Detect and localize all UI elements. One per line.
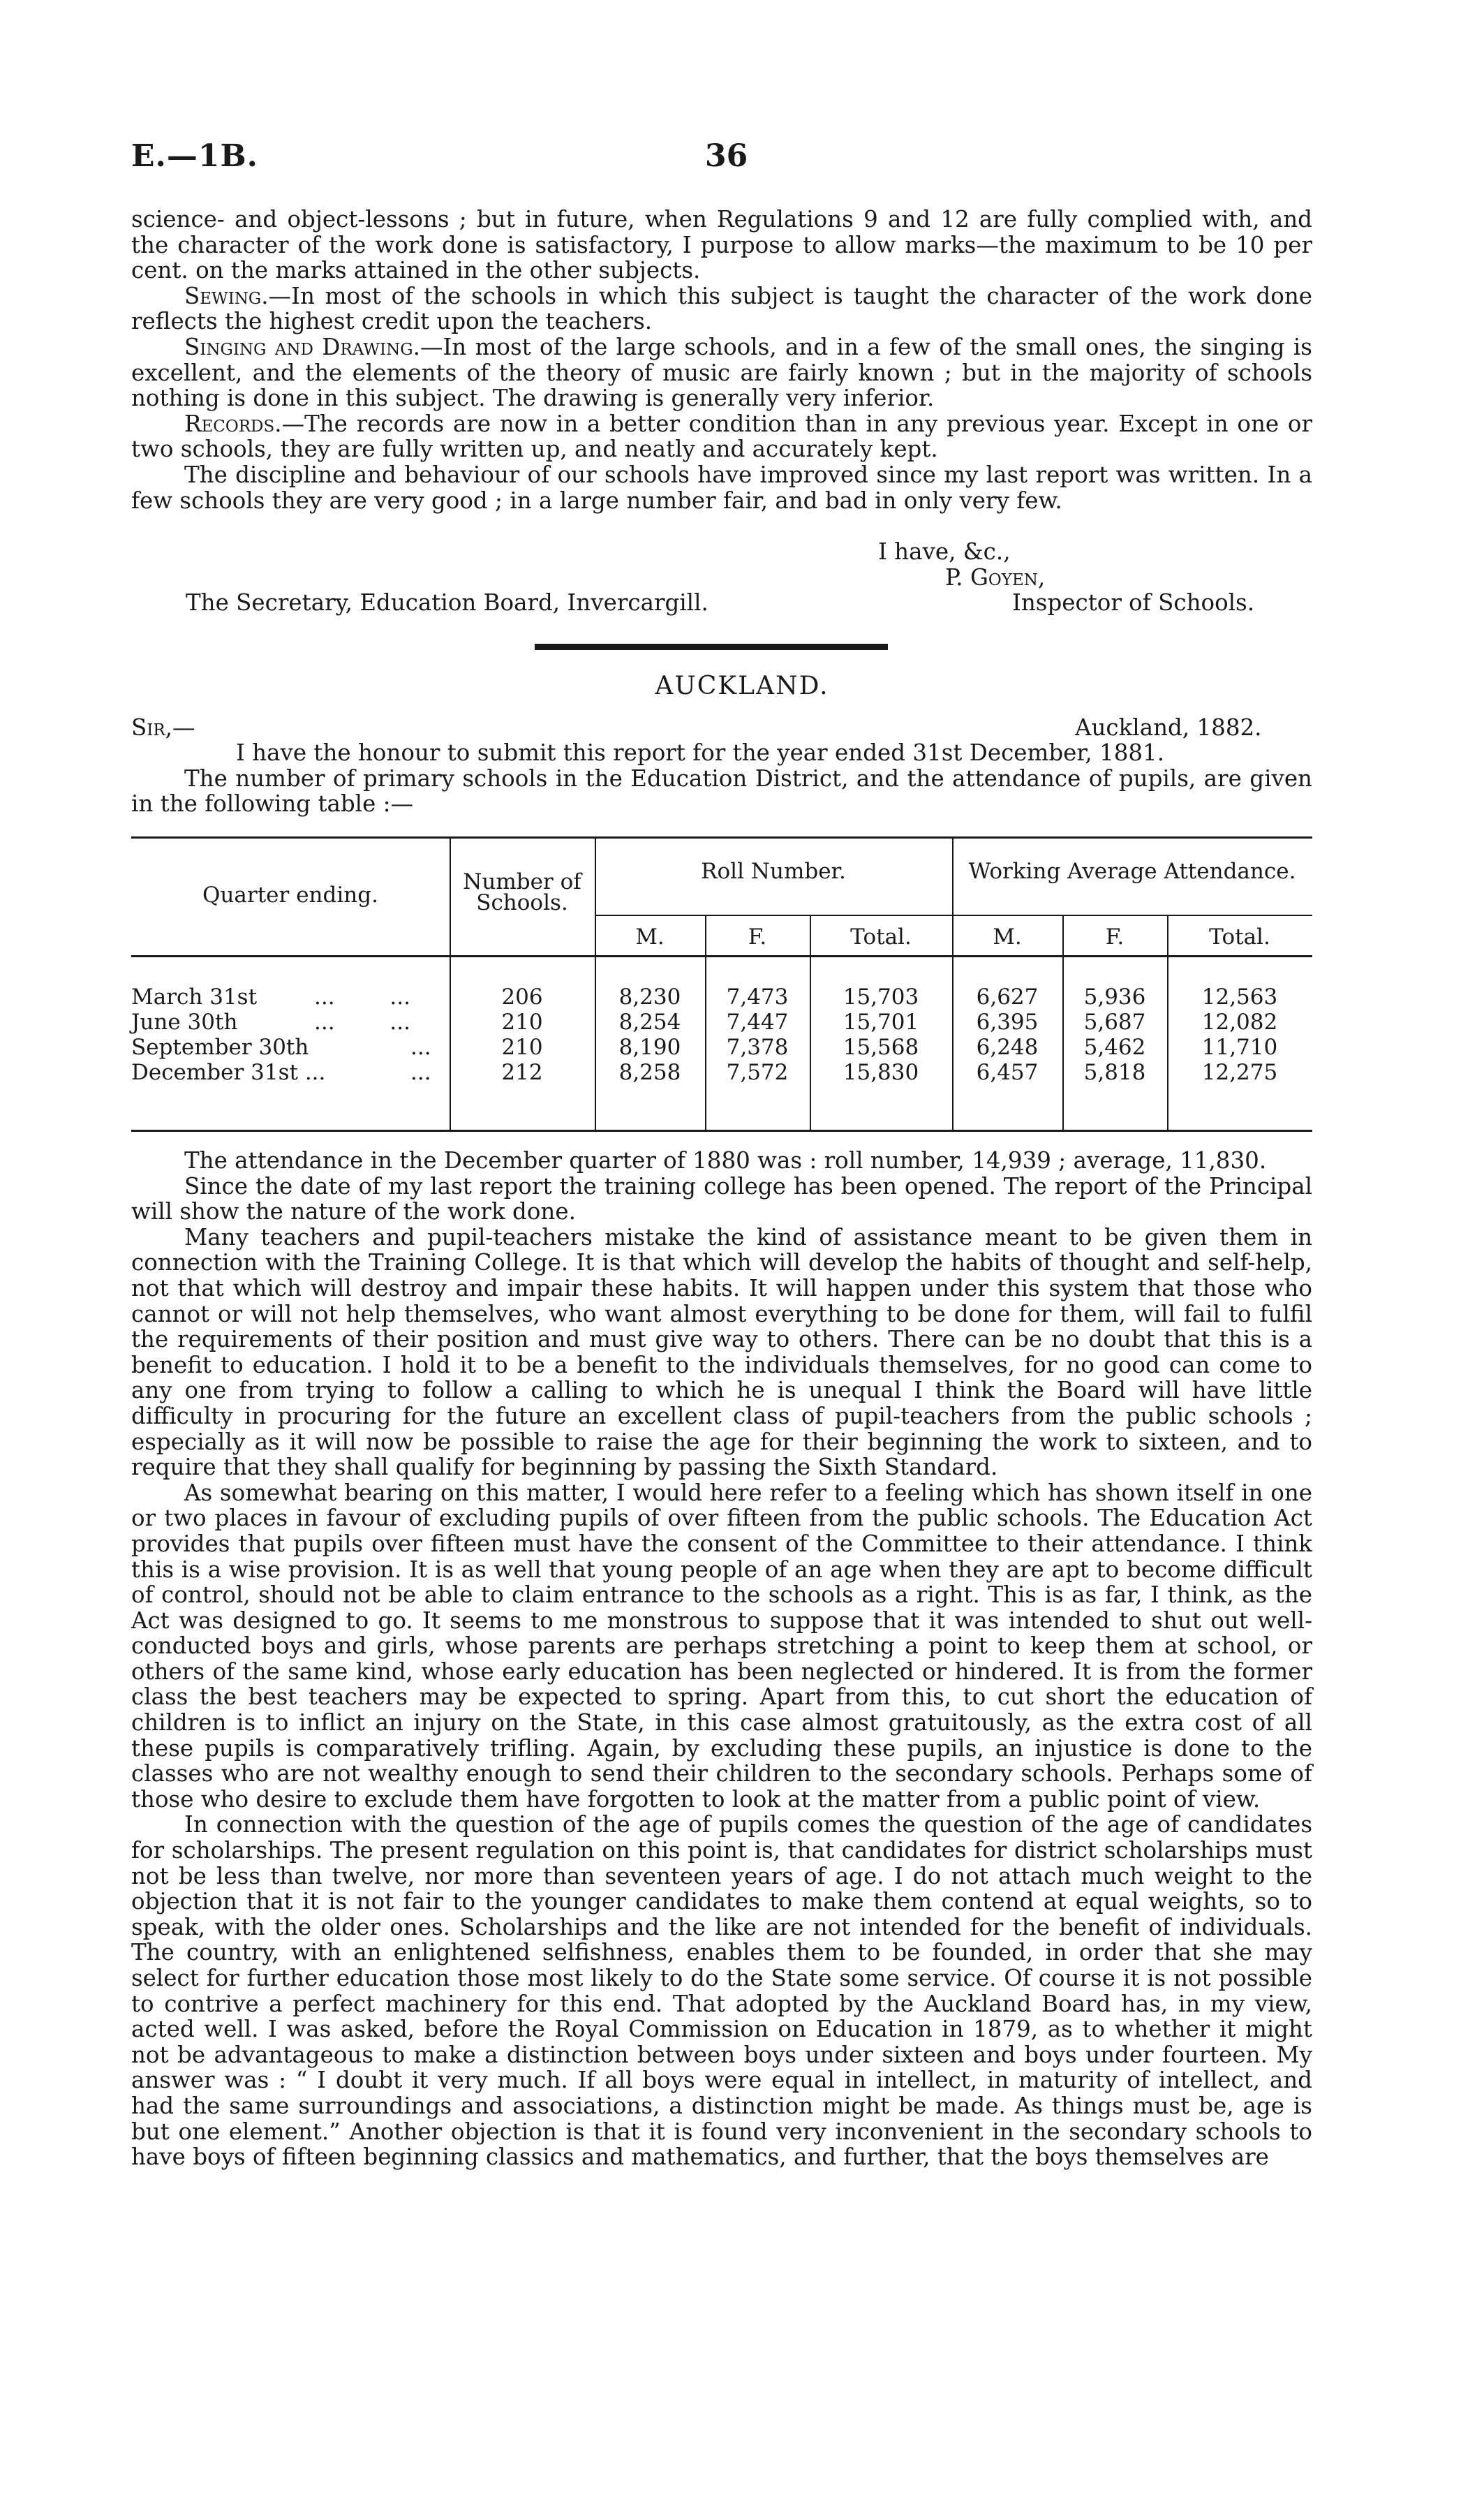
row-quarter: December 31st ...: [131, 1060, 326, 1085]
row-wa-m: 6,248: [976, 1035, 1039, 1060]
paragraph-records: [131, 411, 1312, 462]
row-quarter: March 31st: [131, 984, 258, 1010]
row-wa-m: 6,395: [976, 1010, 1039, 1035]
row-wa-f: 5,687: [1083, 1010, 1146, 1035]
salutation: Sir,—: [131, 714, 195, 741]
subheader-roll-m: M.: [635, 924, 665, 950]
row-roll-total: 15,701: [843, 1010, 919, 1035]
row-leader-dots: ... ...: [314, 1010, 410, 1035]
paragraph-sewing: [131, 283, 1312, 334]
row-roll-total: 15,703: [843, 984, 919, 1010]
table-top-rule: [131, 836, 1312, 839]
singing-drawing-heading: Singing and Drawing.: [184, 333, 420, 360]
row-schools: 212: [501, 1060, 543, 1085]
row-wa-total: 12,082: [1201, 1010, 1278, 1035]
records-text: —The records are now in a better condition than in any previous year. Except in one or two schools, they are fully written up, and neatly and accurately kept.: [131, 410, 1312, 463]
row-schools: 206: [501, 984, 543, 1010]
addressee: The Secretary, Education Board, Invercargill.: [186, 589, 708, 616]
paragraph-training-college: Since the date of my last report the training college has been opened. The report of the Principal will show the nature of the work done.: [131, 1172, 1312, 1225]
row-leader-dots: ...: [410, 1035, 431, 1060]
signer-title: Inspector of Schools.: [1012, 589, 1255, 616]
previous-report-text: [131, 207, 1312, 513]
row-roll-f: 7,378: [726, 1035, 789, 1060]
row-wa-m: 6,457: [976, 1060, 1039, 1085]
row-wa-total: 12,563: [1201, 984, 1278, 1010]
subheader-wa-f: F.: [1105, 924, 1125, 950]
paragraph-pupil-teachers: Many teachers and pupil-teachers mistake the kind of assistance meant to be given them in connection with the Training College. It is that which will develop the habits of thought and self-help, not that which will destroy and impair these habits. It will happen under this system that those who cannot or will not help themselves, who want almost everything to be done for them, will fail to fulfil the requirements of their position and must give way to others. There can be no doubt that this is a benefit to education. I hold it to be a benefit to the individuals themselves, for no good can come to any one from trying to follow a calling to which he is unequal I think the Board will have little difficulty in procuring for the future an excellent class of pupil-teachers from the public schools ; especially as it will now be possible to raise the age for their beginning the work to sixteen, and to require that they shall qualify for beginning by passing the Sixth Standard.: [131, 1223, 1312, 1481]
row-leader-dots: ... ...: [314, 984, 410, 1010]
row-roll-total: 15,830: [843, 1060, 919, 1085]
row-leader-dots: ...: [410, 1060, 431, 1085]
row-roll-m: 8,190: [618, 1035, 681, 1060]
header-quarter-ending: Quarter ending.: [202, 883, 378, 908]
row-wa-f: 5,462: [1083, 1035, 1146, 1060]
records-heading: Records.: [184, 410, 282, 437]
report-body: [131, 1148, 1312, 2170]
sewing-text: —In most of the schools in which this subject is taught the character of the work done reflects the highest credit upon the teachers.: [131, 282, 1312, 335]
row-roll-f: 7,572: [726, 1060, 789, 1085]
paragraph-discipline: The discipline and behaviour of our schools have improved since my last report was written. In a few schools they are very good ; in a large number fair, and bad in only very few.: [131, 461, 1312, 514]
row-roll-m: 8,230: [618, 984, 681, 1010]
row-wa-f: 5,818: [1083, 1060, 1146, 1085]
page-number: 36: [705, 138, 748, 174]
auckland-intro: [131, 740, 1312, 817]
row-wa-m: 6,627: [976, 984, 1039, 1010]
subheader-roll-total: Total.: [850, 924, 912, 950]
subheader-wa-m: M.: [993, 924, 1022, 950]
signer-name: P. Goyen,: [945, 564, 1046, 591]
row-roll-total: 15,568: [843, 1035, 919, 1060]
paragraph-report-submission: I have the honour to submit this report for the year ended 31st December, 1881.: [236, 739, 1165, 766]
paragraph-singing-drawing: [131, 334, 1312, 411]
paragraph-scholarships: In connection with the question of the age of pupils comes the question of the age of candidates for scholarships. The present regulation on this point is, that candidates for district scholarships must not be less than twelve, nor more than seventeen years of age. I do not attach much weight to the objection that it is not fair to the younger candidates to make them contend at equal weights, so to speak, with the older ones. Scholarships and the like are not intended for the benefit of individuals. The country, with an enlightened selfishness, enables them to be founded, in order that she may select for further education those most likely to do the State some service. Of course it is not possible to contrive a perfect machinery for this end. That adopted by the Auckland Board has, in my view, acted well. I was asked, before the Royal Commission on Education in 1879, as to whether it might not be advantageous to make a distinction between boys under sixteen and boys under fourteen. My answer was : “ I doubt it very much. If all boys were equal in intellect, in maturity of intellect, and had the same surroundings and associations, a distinction might be made. As things must be, age is but one element.” Another objection is that it is found very inconvenient in the secondary schools to have boys of fifteen beginning classics and mathematics, and further, that the boys themselves are: [131, 1811, 1312, 2171]
group-header-rule: [595, 915, 1312, 916]
header-roll-number: Roll Number.: [701, 859, 846, 884]
paragraph-science-lessons: science- and object-lessons ; but in future, when Regulations 9 and 12 are fully complied with, and the character of the work done is satisfactory, I purpose to allow marks—the maximum to be 10 per cent. on the marks attained in the other subjects.: [131, 206, 1312, 284]
header-number-of-schools: Number of Schools.: [463, 869, 581, 915]
row-schools: 210: [501, 1010, 543, 1035]
section-title: AUCKLAND.: [655, 672, 829, 700]
row-roll-f: 7,447: [726, 1010, 789, 1035]
paragraph-attendance-1880: The attendance in the December quarter of 1880 was : roll number, 14,939 ; average, 11,830.: [184, 1147, 1267, 1174]
header-working-average: Working Average Attendance.: [968, 859, 1296, 884]
row-quarter: June 30th: [131, 1010, 238, 1035]
header-bottom-rule: [131, 955, 1312, 957]
sewing-heading: Sewing.: [184, 282, 269, 309]
attendance-table: [131, 836, 1312, 1133]
subheader-roll-f: F.: [748, 924, 767, 950]
document-reference: E.—1B.: [131, 138, 258, 174]
section-divider: [535, 644, 888, 650]
singing-drawing-text: —In most of the large schools, and in a few of the small ones, the singing is excellent, and the elements of the theory of music are fairly known ; but in the majority of schools nothing is done in this subject. The drawing is generally very inferior.: [131, 333, 1312, 412]
place-date: Auckland, 1882.: [1075, 714, 1262, 741]
row-wa-total: 11,710: [1201, 1035, 1278, 1060]
row-roll-m: 8,258: [618, 1060, 681, 1085]
row-wa-f: 5,936: [1083, 984, 1146, 1010]
paragraph-table-intro: The number of primary schools in the Education District, and the attendance of pupils, are given in the following table :—: [131, 765, 1312, 818]
closing-line: I have, &c.,: [878, 538, 1011, 565]
row-schools: 210: [501, 1035, 543, 1060]
subheader-wa-total: Total.: [1209, 924, 1270, 950]
row-quarter: September 30th: [131, 1035, 309, 1060]
row-roll-f: 7,473: [726, 984, 789, 1010]
table-bottom-rule: [131, 1130, 1312, 1132]
paragraph-excluding-pupils: As somewhat bearing on this matter, I would here refer to a feeling which has shown itself in one or two places in favour of excluding pupils of over fifteen from the public schools. The Education Act provides that pupils over fifteen must have the consent of the Committee to their attendance. I think this is a wise provision. It is as well that young people of an age when they are apt to become difficult of control, should not be able to claim entrance to the schools as a right. This is as far, I think, as the Act was designed to go. It seems to me monstrous to suppose that it was intended to shut out well-conducted boys and girls, whose parents are perhaps stretching a point to keep them at school, or others of the same kind, whose early education has been neglected or hindered. It is from the former class the best teachers may be expected to spring. Apart from this, to cut short the education of children is to inflict an injury on the State, in this case almost gratuitously, as the extra cost of all these pupils is comparatively trifling. Again, by excluding these pupils, an injustice is done to the classes who are not wealthy enough to send their children to the secondary schools. Perhaps some of those who desire to exclude them have forgotten to look at the matter from a public point of view.: [131, 1479, 1312, 1813]
row-wa-total: 12,275: [1201, 1060, 1278, 1085]
row-roll-m: 8,254: [618, 1010, 681, 1035]
